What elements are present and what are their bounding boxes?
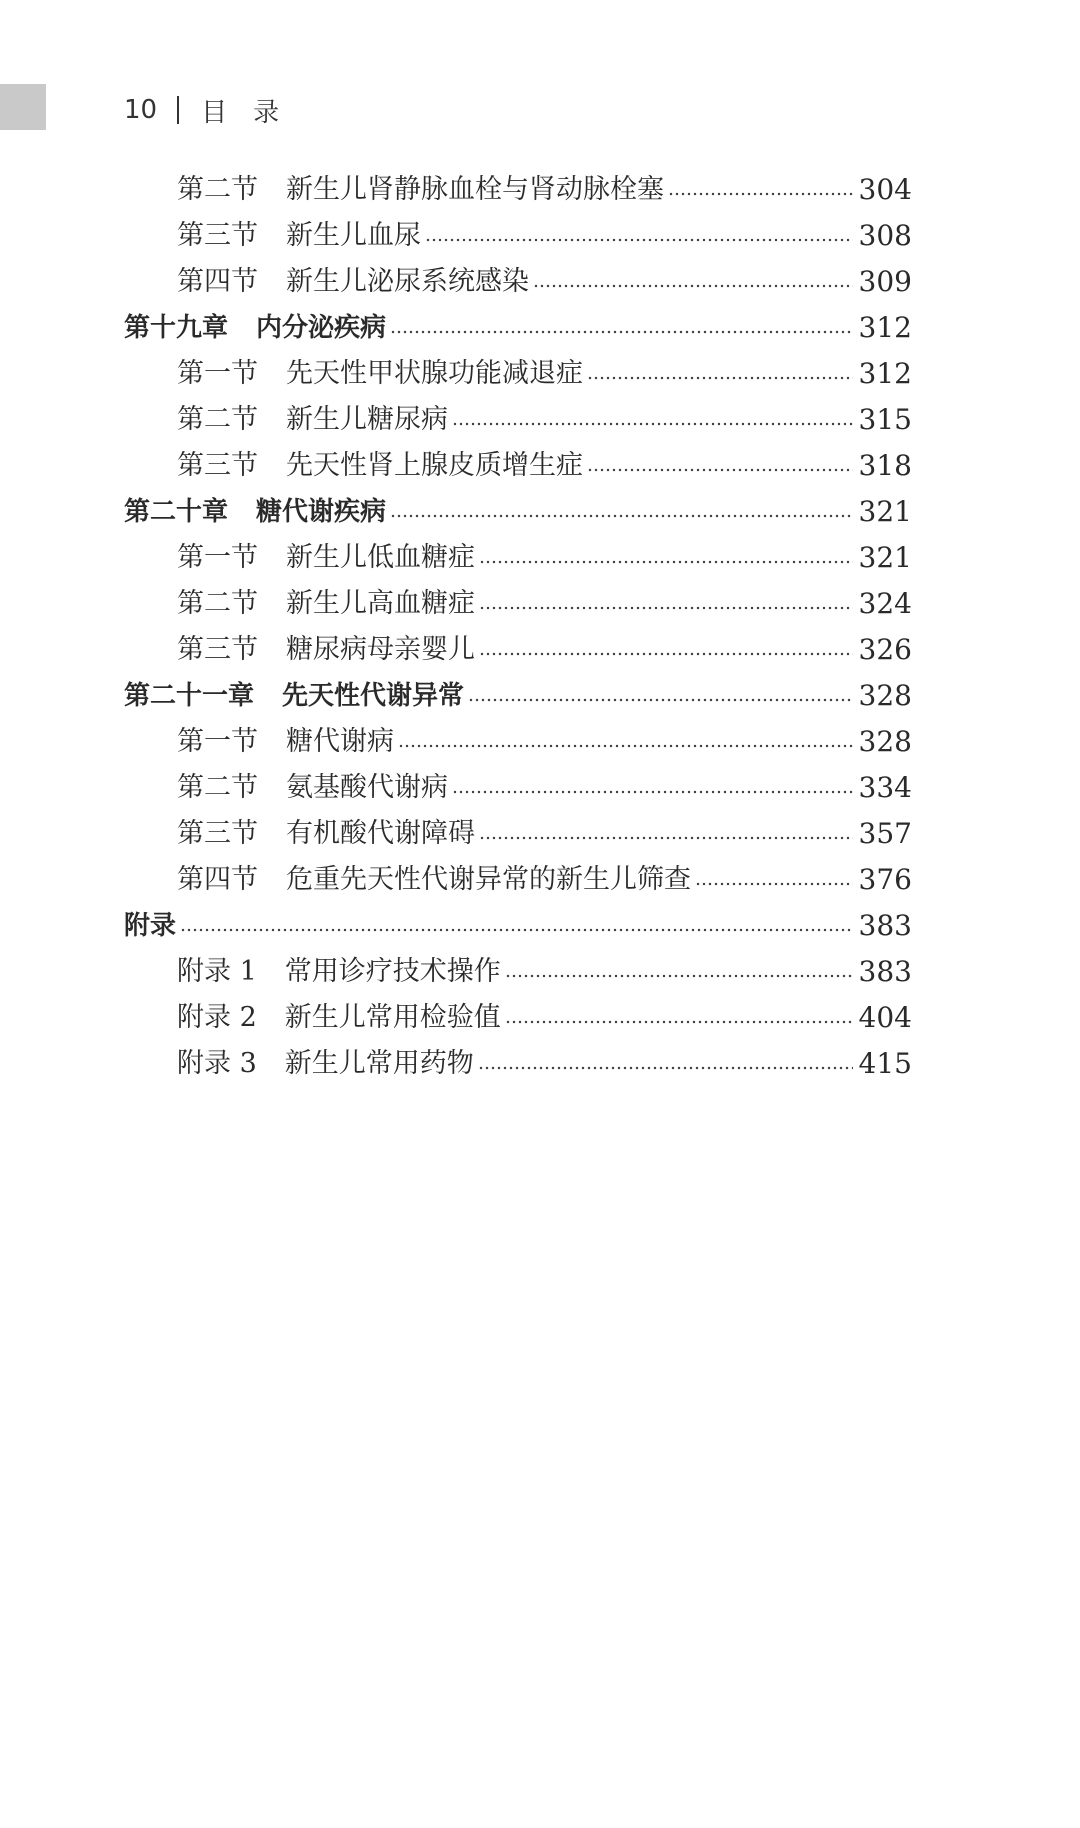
entry-title: 糖代谢疾病 (256, 497, 387, 527)
entry-page-number: 318 (858, 449, 912, 482)
entry-title: 先天性代谢异常 (282, 681, 465, 711)
side-tab-marker (0, 84, 46, 130)
dot-leader (452, 422, 853, 426)
toc-section-entry[interactable] (177, 262, 912, 302)
page-header (124, 90, 305, 130)
entry-page-number: 321 (858, 495, 912, 528)
dot-leader (505, 974, 853, 978)
dot-leader (587, 468, 853, 472)
entry-page-number: 404 (858, 1001, 912, 1034)
toc-section-entry[interactable] (177, 630, 912, 670)
page-number: 10 (124, 95, 158, 125)
toc-section-entry[interactable] (177, 170, 912, 210)
entry-title: 氨基酸代谢病 (286, 772, 448, 803)
toc-section-entry[interactable] (177, 446, 912, 486)
entry-title: 糖代谢病 (286, 726, 394, 757)
toc-chapter-entry[interactable] (124, 906, 912, 946)
dot-leader (180, 928, 853, 932)
entry-title: 常用诊疗技术操作 (284, 956, 501, 987)
dot-leader (505, 1020, 853, 1024)
entry-title: 新生儿常用检验值 (284, 1002, 501, 1033)
entry-page-number: 321 (858, 541, 912, 574)
toc-chapter-entry[interactable] (124, 308, 912, 348)
entry-label: 第四节 (177, 864, 258, 895)
dot-leader (533, 284, 853, 288)
entry-label: 第三节 (177, 634, 258, 665)
entry-page-number: 312 (858, 357, 912, 390)
dot-leader (468, 698, 853, 702)
dot-leader (452, 790, 853, 794)
entry-label: 第三节 (177, 818, 258, 849)
entry-title: 内分泌疾病 (256, 313, 387, 343)
entry-page-number: 312 (858, 311, 912, 344)
entry-page-number: 315 (858, 403, 912, 436)
entry-label: 第三节 (177, 220, 258, 251)
entry-title: 新生儿血尿 (286, 220, 421, 251)
entry-page-number: 309 (858, 265, 912, 298)
dot-leader (668, 192, 853, 196)
entry-label: 第一节 (177, 358, 258, 389)
entry-page-number: 308 (858, 219, 912, 252)
entry-label: 附录 1 (177, 956, 257, 987)
toc-section-entry[interactable] (177, 952, 912, 992)
toc-chapter-entry[interactable] (124, 492, 912, 532)
toc-section-entry[interactable] (177, 216, 912, 256)
entry-page-number: 357 (858, 817, 912, 850)
entry-title: 新生儿高血糖症 (286, 588, 475, 619)
entry-label: 第一节 (177, 542, 258, 573)
entry-label: 第三节 (177, 450, 258, 481)
dot-leader (425, 238, 853, 242)
dot-leader (398, 744, 853, 748)
dot-leader (479, 652, 853, 656)
entry-title: 有机酸代谢障碍 (286, 818, 475, 849)
entry-label: 第二节 (177, 772, 258, 803)
dot-leader (479, 606, 853, 610)
entry-title: 新生儿泌尿系统感染 (286, 266, 529, 297)
toc-section-entry[interactable] (177, 584, 912, 624)
entry-label: 附录 3 (177, 1048, 257, 1079)
dot-leader (587, 376, 853, 380)
toc-section-entry[interactable] (177, 998, 912, 1038)
entry-page-number: 415 (858, 1047, 912, 1080)
entry-page-number: 304 (858, 173, 912, 206)
entry-page-number: 324 (858, 587, 912, 620)
dot-leader (479, 560, 853, 564)
entry-page-number: 376 (858, 863, 912, 896)
header-separator (177, 96, 179, 124)
entry-label: 第二节 (177, 588, 258, 619)
toc-section-entry[interactable] (177, 400, 912, 440)
entry-label: 第一节 (177, 726, 258, 757)
dot-leader (390, 514, 853, 518)
entry-label: 第二十章 (124, 497, 229, 527)
entry-label: 第十九章 (124, 313, 229, 343)
entry-title: 新生儿常用药物 (284, 1048, 474, 1079)
toc-section-entry[interactable] (177, 722, 912, 762)
entry-page-number: 383 (858, 955, 912, 988)
entry-page-number: 334 (858, 771, 912, 804)
entry-title: 新生儿低血糖症 (286, 542, 475, 573)
toc-section-entry[interactable] (177, 538, 912, 578)
entry-label: 第二十一章 (124, 681, 255, 711)
dot-leader (478, 1066, 853, 1070)
header-title: 目录 (201, 97, 306, 128)
toc-section-entry[interactable] (177, 1044, 912, 1084)
toc-section-entry[interactable] (177, 354, 912, 394)
entry-page-number: 326 (858, 633, 912, 666)
toc-section-entry[interactable] (177, 860, 912, 900)
toc-section-entry[interactable] (177, 814, 912, 854)
entry-page-number: 328 (858, 725, 912, 758)
toc-section-entry[interactable] (177, 768, 912, 808)
entry-page-number: 383 (858, 909, 912, 942)
entry-title: 新生儿肾静脉血栓与肾动脉栓塞 (286, 174, 664, 205)
entry-title: 糖尿病母亲婴儿 (286, 634, 475, 665)
entry-label: 第二节 (177, 404, 258, 435)
toc-chapter-entry[interactable] (124, 676, 912, 716)
entry-title: 危重先天性代谢异常的新生儿筛查 (286, 864, 691, 895)
entry-page-number: 328 (858, 679, 912, 712)
dot-leader (695, 882, 853, 886)
entry-label: 第二节 (177, 174, 258, 205)
entry-title: 先天性肾上腺皮质增生症 (286, 450, 583, 481)
entry-title: 新生儿糖尿病 (286, 404, 448, 435)
entry-label: 附录 (124, 911, 177, 941)
dot-leader (479, 836, 853, 840)
entry-title: 先天性甲状腺功能减退症 (286, 358, 583, 389)
entry-label: 第四节 (177, 266, 258, 297)
entry-label: 附录 2 (177, 1002, 257, 1033)
dot-leader (390, 330, 853, 334)
